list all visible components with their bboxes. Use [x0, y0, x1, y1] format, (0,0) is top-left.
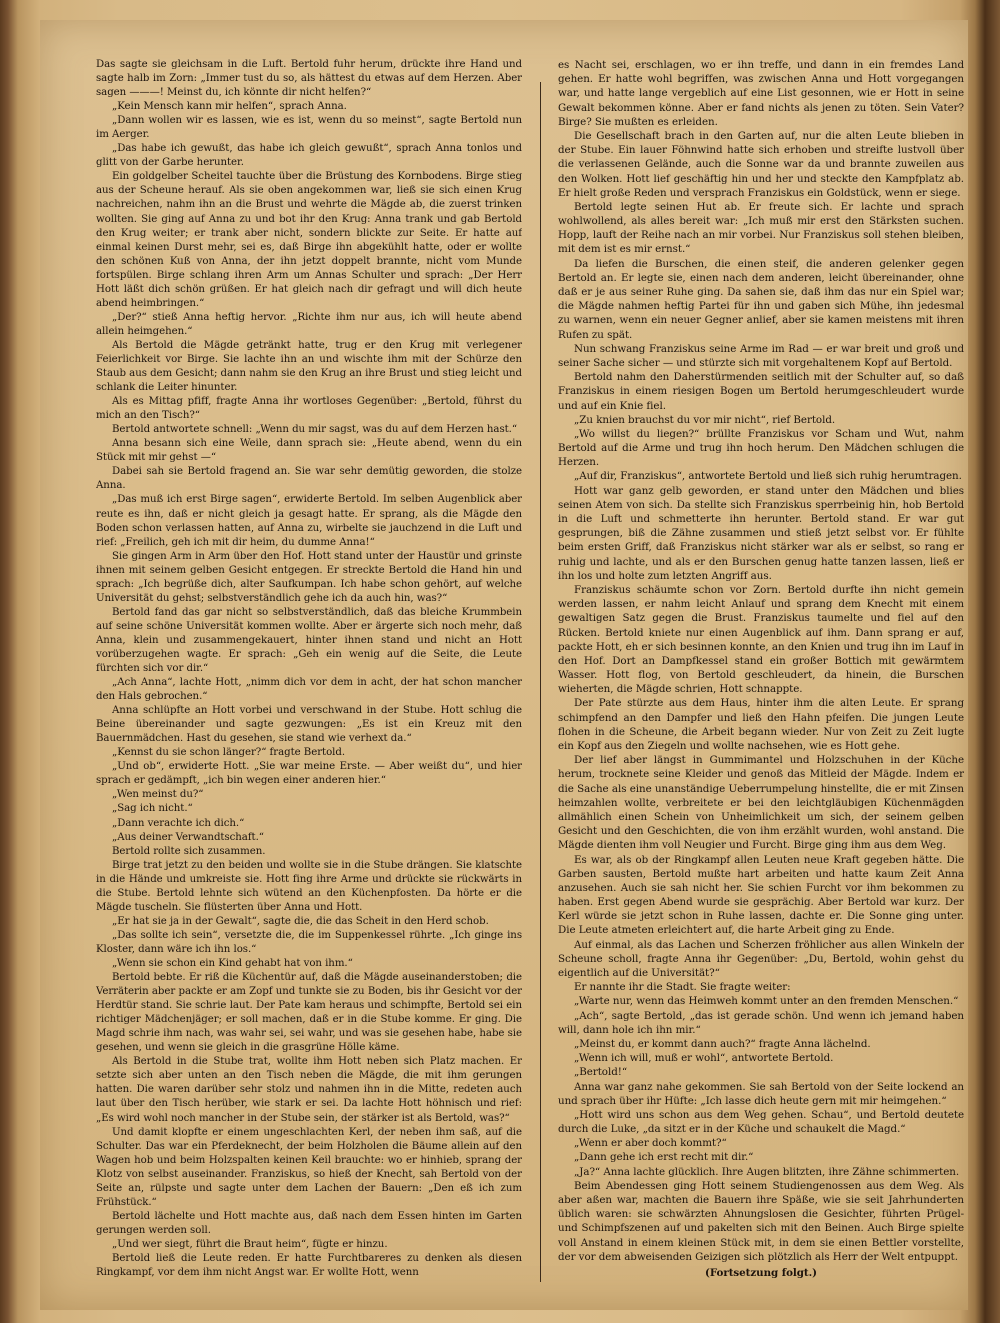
- paragraph: „Ja?“ Anna lachte glücklich. Ihre Augen blitzten, ihre Zähne schimmerten.: [574, 1165, 960, 1178]
- paragraph: „Wenn sie schon ein Kind gehabt hat von ihm.“: [112, 958, 353, 969]
- paragraph: Die Gesellschaft brach in den Garten auf, nur die alten Leute blieben in der Stube. Ein lauer Föhnwind hatte sich erhoben und streifte lustvoll über die verlassenen Gelände, auch die Sonne war da und brannte zuweilen aus den Wolken. Hott lief geschäftig hin und her und steckte den Kampfplatz ab. Er hielt große Reden und versprach Franziskus ein Goldstück, wenn er siege.: [558, 129, 964, 199]
- paragraph: „Ach Anna“, lachte Hott, „nimm dich vor dem in acht, der hat schon mancher den Hals gebrochen.“: [96, 677, 522, 703]
- paragraph: Bertold ließ die Leute reden. Er hatte Furchtbareres zu denken als diesen Ringkampf, vor dem ihm nicht Angst war. Er wollte Hott, wenn: [96, 1252, 522, 1279]
- paragraph: „Sag ich nicht.“: [112, 803, 193, 815]
- paragraph: „Wo willst du liegen?“ brüllte Franziskus vor Scham und Wut, nahm Bertold auf die Arme und trug ihn hoch herum. Den Mädchen schlugen die Herzen.: [558, 427, 964, 469]
- paragraph: Hott war ganz gelb geworden, er stand unter den Mädchen und blies seinen Atem von sich. Da stellte sich Franziskus sperrbeinig hin, hob Bertold in die Luft und schmetterte ihn herunter. Bertold stand. Er war gut gesprungen, biß die Zähne zusammen und stieß jetzt selbst vor. Er fühlte beim ersten Griff, daß Franziskus nicht stärker war als er selbst, so rang er ruhig und lachte, und als er den Burschen genug hatte tanzen lassen, ließ er ihn los und holte zum letzten Angriff aus.: [558, 484, 964, 582]
- paragraph: Er nannte ihr die Stadt. Sie fragte weiter:: [574, 981, 791, 994]
- paragraph: Als Bertold die Mägde getränkt hatte, trug er den Krug mit verlegener Feierlichkeit vor Birge. Sie lachte ihn an und wischte ihm mit der Schürze den Staub aus dem Gesicht; dann nahm sie den Krug an ihre Brust und stieg leicht und schlank die Leiter hinunter.: [96, 339, 522, 394]
- column-rule: [540, 82, 541, 1282]
- paragraph: „Meinst du, er kommt dann auch?“ fragte Anna lächelnd.: [574, 1037, 871, 1050]
- paragraph: Und damit klopfte er einem ungeschlachten Kerl, der neben ihm saß, auf die Schulter. Das war ein Pferdeknecht, der beim Holzholen die Bäume allein auf den Wagen hob und beim Holzspalten keinen Keil brauchte: wo er hinhieb, sprang der Klotz von selbst auseinander. Franziskus, so hieß der Knecht, sah Bertold von der Seite an, rülpste und sagte unter dem Lachen der Bauern: „Den eß ich zum Frühstück.“: [96, 1126, 522, 1208]
- paragraph: Bertold bebte. Er riß die Küchentür auf, daß die Mägde auseinanderstoben; die Verräterin aber packte er am Zopf und tunkte sie zu Boden, bis ihr Gesicht vor der Herdtür stand. Sie schrie laut. Der Pate kam heraus und schimpfte, Bertold sei ein richtiger Mädchenjäger; er soll machen, daß er in die Stube komme. Er ging. Die Magd schrie ihm nach, was wahr sei, sei wahr, und was sie gesehen habe, habe sie gesehen, und wenn sie gleich in die grasgrüne Hölle käme.: [96, 972, 522, 1054]
- paragraph: „Und ob“, erwiderte Hott. „Sie war meine Erste. — Aber weißt du“, und hier sprach er gedämpft, „ich bin wegen einer anderen hier.“: [96, 761, 522, 787]
- paragraph: „Kein Mensch kann mir helfen“, sprach Anna.: [112, 101, 347, 113]
- paragraph: Bertold lächelte und Hott machte aus, daß nach dem Essen hinten im Garten gerungen werden soll.: [96, 1210, 522, 1236]
- paragraph: Als es Mittag pfiff, fragte Anna ihr wortloses Gegenüber: „Bertold, führst du mich an den Tisch?“: [96, 396, 522, 422]
- paragraph: Anna war ganz nahe gekommen. Sie sah Bertold von der Seite lockend an und sprach über ihr Hüfte: „Ich lasse dich heute gern mit mir heimgehen.“: [558, 1080, 964, 1107]
- paragraph: Anna besann sich eine Weile, dann sprach sie: „Heute abend, wenn du ein Stück mit mir gehst —“: [96, 438, 522, 464]
- paragraph: Bertold fand das gar nicht so selbstverständlich, daß das bleiche Krummbein auf seine schöne Universität kommen wollte. Aber er ärgerte sich noch mehr, daß Anna, klein und zusammengekauert, hinter ihnen stand und nicht an Hott vorüberzugehen wagte. Er sprach: „Geh ein wenig auf die Seite, die Leute fürchten sich vor dir.“: [96, 606, 522, 675]
- left-column: [96, 58, 522, 1288]
- paragraph: „Bertold!“: [574, 1066, 628, 1079]
- paragraph: Da liefen die Burschen, die einen steif, die anderen gelenker gegen Bertold an. Er legte sie, einen nach dem anderen, leicht übereinander, ohne daß er je aus seiner Ruhe ging. Da sahen sie, daß ihm das nur ein Spiel war; die Mägde nahmen heftig Partei für ihn und gaben sich Mühe, ihn jedesmal zu warnen, wenn ein neuer Gegner anlief, aber sie kamen meistens mit ihren Rufen zu spät.: [558, 257, 964, 341]
- paragraph: „Wenn er aber doch kommt?“: [574, 1137, 727, 1150]
- paragraph: Als Bertold in die Stube trat, wollte ihm Hott neben sich Platz machen. Er setzte sich aber unten an den Tisch neben die Mägde, die mit ihm gerungen hatten. Die waren darüber sehr stolz und nahmen ihn in die Mitte, redeten auch laut über den Tisch herüber, wie stark er sei. Da lachte Hott höhnisch und rief: „Es wird wohl noch mancher in der Stube sein, der stärker ist als Bertold, was?“: [96, 1056, 522, 1124]
- paragraph: „Ach“, sagte Bertold, „das ist gerade schön. Und wenn ich jemand haben will, dann hole ich ihn mir.“: [558, 1009, 964, 1036]
- right-column: [558, 58, 964, 1288]
- paragraph: „Wenn ich will, muß er wohl“, antwortete Bertold.: [574, 1052, 834, 1065]
- paragraph: Anna schlüpfte an Hott vorbei und verschwand in der Stube. Hott schlug die Beine übereinander und sagte gezwungen: „Es ist ein Kreuz mit den Bauernmädchen. Hast du gesehen, sie stand wie verhext da.“: [96, 705, 522, 745]
- paragraph: Dabei sah sie Bertold fragend an. Sie war sehr demütig geworden, die stolze Anna.: [96, 466, 522, 492]
- paragraph: Bertold antwortete schnell: „Wenn du mir sagst, was du auf dem Herzen hast.“: [112, 424, 518, 436]
- paragraph: „Dann wollen wir es lassen, wie es ist, wenn du so meinst“, sagte Bertold nun im Aerger.: [96, 115, 522, 141]
- paragraph: Bertold nahm den Daherstürmenden seitlich mit der Schulter auf, so daß Franziskus in einem riesigen Bogen um Bertold herumgeschleudert wurde und auf ein Knie fiel.: [558, 371, 964, 412]
- paragraph: „Dann gehe ich erst recht mit dir.“: [574, 1151, 754, 1164]
- paragraph: „Das sollte ich sein“, versetzte die, die im Suppenkessel rührte. „Ich ginge ins Kloster, dann wäre ich ihn los.“: [96, 929, 522, 955]
- paragraph: Beim Abendessen ging Hott seinem Studiengenossen aus dem Weg. Als aber aßen war, machten die Bauern ihre Späße, wie sie seit Jahrhunderten üblich waren: sie schwärzten Ahnungslosen die Gesichter, führten Prügel- und Schimpfszenen auf und pakelten sich mit den Beinen. Auch Birge spielte voll Anstand in einem kleinen Stück mit, in dem sie einen Bettler vorstellte, der vor dem abweisenden Geizigen sich plötzlich als Herr der Welt entpuppt.: [558, 1179, 964, 1263]
- paragraph: „Der?“ stieß Anna heftig hervor. „Richte ihm nur aus, ich will heute abend allein heimgehen.“: [96, 311, 522, 337]
- paragraph: „Hott wird uns schon aus dem Weg gehen. Schau“, und Bertold deutete durch die Luke, „da sitzt er in der Küche und schaukelt die Magd.“: [558, 1108, 964, 1136]
- paragraph: „Warte nur, wenn das Heimweh kommt unter an den fremden Menschen.“: [574, 995, 959, 1008]
- paragraph: Birge trat jetzt zu den beiden und wollte sie in die Stube drängen. Sie klatschte in die Hände und umkreiste sie. Hott fing ihre Arme und drückte sie rückwärts in die Stube. Bertold lehnte sich wütend an den Küchenpfosten. Da hörte er die Mägde tuscheln. Sie flüsterten über Anna und Hott.: [96, 859, 522, 913]
- paragraph: Sie gingen Arm in Arm über den Hof. Hott stand unter der Haustür und grinste ihnen mit seinem gelben Gesicht entgegen. Er streckte Bertold die Hand hin und sprach: „Ich begrüße dich, alter Saufkumpan. Ich habe schon gehört, auf welche Universität du gehst; selbstverständlich gehe ich da auch hin, was?“: [96, 550, 522, 604]
- paragraph: „Das habe ich gewußt, das habe ich gleich gewußt“, sprach Anna tonlos und glitt von der Garbe herunter.: [96, 143, 522, 169]
- paragraph: „Auf dir, Franziskus“, antwortete Bertold und ließ sich ruhig herumtragen.: [574, 470, 962, 483]
- paragraph: es Nacht sei, erschlagen, wo er ihn treffe, und dann in ein fremdes Land gehen. Er hatte wohl begriffen, was zwischen Anna und Hott vorgegangen war, und hatte lange vergeblich auf eine List gesonnen, wie er Hott in seine Gewalt bekommen könne. Aber er fand nichts als jenen zu töten. Sein Vater? Birge? Sie mußten es erleiden.: [558, 59, 964, 128]
- paragraph: „Das muß ich erst Birge sagen“, erwiderte Bertold. Im selben Augenblick aber reute es ihn, daß er nicht gleich ja gesagt hatte. Er sprang, als die Mägde den Boden schon verlassen hatten, auf Anna zu, wirbelte sie jauchzend in die Luft und rief: „Freilich, geh ich mit dir heim, du dumme Anna!“: [96, 494, 522, 548]
- paragraph: „Aus deiner Verwandtschaft.“: [112, 831, 264, 843]
- paragraph: Franziskus schäumte schon vor Zorn. Bertold durfte ihn nicht gemein werden lassen, er nahm leicht Anlauf und sprang dem Knecht mit einem gewaltigen Satz gegen die Brust. Franziskus taumelte und fiel auf den Rücken. Bertold kniete nur einen Augenblick auf ihm. Dann sprang er auf, packte Hott, eh er sich besinnen konnte, an den Knien und trug ihn im Lauf in den Hof. Dort an Dampfkessel stand ein großer Bottich mit gewärmtem Wasser. Hott flog, von Bertold geschleudert, da hinein, die Burschen wieherten, die Mägde schrien, Hott schnappte.: [558, 583, 964, 696]
- paragraph: Auf einmal, als das Lachen und Scherzen fröhlicher aus allen Winkeln der Scheune scholl, fragte Anna ihr Gegenüber: „Du, Bertold, wohin gehst du eigentlich auf die Universität?“: [558, 938, 964, 979]
- paragraph: „Dann verachte ich dich.“: [112, 817, 245, 829]
- paragraph: Ein goldgelber Scheitel tauchte über die Brüstung des Kornbodens. Birge stieg aus der Scheune herauf. Als sie oben angekommen war, ließ sie sich einen Krug nachreichen, nahm ihn an die Brust und wehrte die Mägde ab, die zuerst trinken wollten. Sie ging auf Anna zu und bot ihr den Krug: Anna trank und gab Bertold den Krug weiter; er trank aber nicht, sondern blickte zur Seite. Er hatte auf einmal keinen Durst mehr, sei es, daß Birge ihn abgekühlt hatte, oder er wollte den schönen Kuß von Anna, der ihn jetzt doppelt brannte, nicht vom Munde fortspülen. Birge schlang ihren Arm um Annas Schulter und sprach: „Der Herr Hott läßt dich schön grüßen. Er hat gleich nach dir gefragt und will dich heute abend heimbringen.“: [96, 171, 522, 309]
- paragraph: „Er hat sie ja in der Gewalt“, sagte die, die das Scheit in den Herd schob.: [112, 915, 489, 927]
- paragraph: Bertold rollte sich zusammen.: [112, 845, 266, 857]
- paragraph: „Zu knien brauchst du vor mir nicht“, rief Bertold.: [574, 413, 836, 426]
- paragraph: „Und wer siegt, führt die Braut heim“, fügte er hinzu.: [112, 1238, 388, 1250]
- paragraph: Nun schwang Franziskus seine Arme im Rad — er war breit und groß und seiner Sache sicher — und stürzte sich mit vorgehaltenem Kopf auf Bertold.: [558, 342, 964, 369]
- paragraph: Der lief aber längst in Gummimantel und Holzschuhen in der Küche herum, trocknete seine Kleider und genoß das Mitleid der Mägde. Indem er die Sache als eine unanständige Ueberrumpelung hinstellte, die er mit Zinsen heimzahlen wollte, verbreitete er bei den leichtgläubigen Küchenmägden allmählich einen Schein von Unheimlichkeit um sich, der seinem gelben Gesicht und den Geschichten, die von ihm erzählt wurden, wohl anstand. Die Mägde dienten ihm voll Neugier und Furcht. Birge ging ihm aus dem Weg.: [558, 754, 964, 852]
- continuation-note: (Fortsetzung folgt.): [705, 1266, 817, 1279]
- paragraph: Der Pate stürzte aus dem Haus, hinter ihm die alten Leute. Er sprang schimpfend an den Dampfer und ließ den Hahn pfeifen. Die jungen Leute flohen in die Scheune, die Arbeit begann wieder. Nur von Zeit zu Zeit lugte ein Kopf aus den Ziegeln und wollte nachsehen, wie es Hott gehe.: [558, 697, 964, 752]
- paragraph: Das sagte sie gleichsam in die Luft. Bertold fuhr herum, drückte ihre Hand und sagte halb im Zorn: „Immer tust du so, als hättest du etwas auf dem Herzen. Aber sagen ———! Meinst du, ich könnte dir nicht helfen?“: [96, 59, 522, 99]
- paragraph: „Kennst du sie schon länger?“ fragte Bertold.: [112, 747, 346, 759]
- paragraph: Bertold legte seinen Hut ab. Er freute sich. Er lachte und sprach wohlwollend, als alles bereit war: „Ich muß mir erst den Stärksten suchen. Hopp, lauft der Reihe nach an mir vorbei. Nur Franziskus soll stehen bleiben, mit dem ist es mir ernst.“: [558, 200, 964, 256]
- paragraph: Es war, als ob der Ringkampf allen Leuten neue Kraft gegeben hätte. Die Garben sausten, Bertold mußte hart arbeiten und hatte kaum Zeit Anna anzusehen. Auch sie sah nicht her. Sie schien Furcht vor ihm bekommen zu haben. Erst gegen Abend wurde sie gesprächig. Aber Bertold war kurz. Der Kerl würde sie jetzt schon in Ruhe lassen, dachte er. Die Sonne ging unter. Die Leute atmeten erleichtert auf, die harte Arbeit ging zu Ende.: [558, 853, 964, 937]
- paragraph: „Wen meinst du?“: [112, 789, 204, 801]
